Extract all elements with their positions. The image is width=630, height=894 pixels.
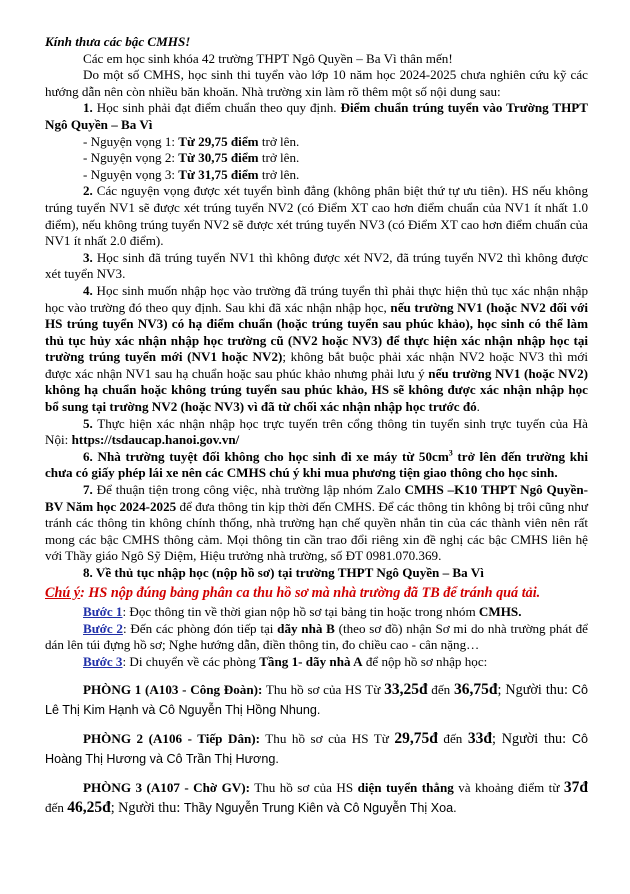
room-1-from: 33,25đ [384,680,428,698]
step-1-label: Bước 1 [83,604,123,620]
item-1-num: 1. [83,100,93,116]
room-1-mid: đến [427,681,454,697]
item-7-t2: để đưa thông tin kịp thời đến CMHS. Để các thông tin không bị trôi cũng như tránh các thông tin không chính thống, nhà trường hạn chế quyền nhắn tin của các thành viên nên rất mong các bậc CMHS thông cảm. Mọi thông tin cần trao đổi riêng xin đề nghị các bậc CMHS liên hệ với Thầy giáo Ngô Sỹ Diệm, Hiệu trưởng nhà trường, số ĐT 0981.070.369. [45,498,588,564]
step-2-b1: dãy nhà B [277,620,335,636]
item-3-text: Học sinh đã trúng tuyển NV1 thì không được xét NV2, đã trúng tuyển NV2 thì không được xét tuyển NV3. [45,249,589,282]
step-2-label: Bước 2 [83,620,123,636]
room-1-title: PHÒNG 1 (A103 - Công Đoàn): [83,681,263,697]
nv2-line [45,150,588,167]
note-label: Chú ý [45,584,81,601]
item-2-text: Các nguyện vọng được xét tuyển bình đẳng (không phân biệt thứ tự ưu tiên). HS nếu không trúng tuyển NV1 sẽ được xét trúng tuyển NV2 (có Điểm XT cao hơn điểm chuẩn của NV1 ít nhất 1.0 điểm), nếu không trúng tuyển NV2 sẽ được xét trúng tuyển NV3 (có Điểm XT cao hơn điểm chuẩn của NV1 ít nhất 2.0 điểm). [45,183,589,249]
item-7 [45,482,588,565]
note-text: : HS nộp đúng bảng phân ca thu hồ sơ mà nhà trường đã TB để tránh quá tải. [80,584,541,601]
nv3-line [45,167,588,184]
item-8 [45,565,588,582]
item-1-text-b: Điểm chuẩn trúng tuyển vào Trường THPT Ngô Quyền – Ba Vì [45,100,588,132]
item-1-text-a: Học sinh phải đạt điểm chuẩn theo quy định. [96,100,341,116]
item-7-t1: Để thuận tiện trong công việc, nhà trường lập nhóm Zalo [96,482,405,498]
step-3-t1: : Di chuyển về các phòng [122,653,260,669]
room-2-people: Cô Hoàng Thị Hương và Cô Trần Thị Hương. [45,731,588,766]
nv2-value: Từ 30,75 điểm [178,150,259,166]
item-5 [45,416,588,449]
room-3-t1: Thu hồ sơ của HS [249,779,358,795]
step-1-t1: : Đọc thông tin về thời gian nộp hồ sơ tại bảng tin hoặc trong nhóm [122,604,479,620]
nv3-suffix: trở lên. [258,166,300,182]
room-2-to: 33đ [467,729,492,747]
greeting-text: Kính thưa các bậc CMHS! [45,34,191,49]
room-2-mid: đến [437,730,468,746]
item-8-num: 8. [83,565,93,580]
zalo-group-name: CMHS –K10 THPT Ngô Quyền-BV Năm học 2024-2025 [45,482,588,514]
greeting [45,34,588,51]
room-3-people: Thầy Nguyễn Trung Kiên và Cô Nguyễn Thị Xoa. [183,800,457,815]
room-2-t2: ; Người thu: [492,730,572,747]
nv1-label: - Nguyện vọng 1: [83,133,179,149]
item-6-text-b: trở lên đến trường khi chưa có giấy phép lái xe nên các CMHS chú ý khi mua phương tiện giao thông cho học sinh. [45,448,588,481]
welcome-text: Các em học sinh khóa 42 trường THPT Ngô Quyền – Ba Vì thân mến! [83,50,453,66]
step-1-b1: CMHS. [478,604,522,620]
step-3-t2: để nộp hồ sơ nhập học: [362,653,488,669]
item-6 [45,449,588,482]
item-3 [45,250,588,283]
step-3-b1: Tầng 1- dãy nhà A [259,653,363,669]
item-5-text: Thực hiện xác nhận nhập học trực tuyến trên cổng thông tin tuyển sinh trực tuyến của Hà Nội: [45,415,588,448]
room-3-direct: diện tuyển thẳng [357,779,454,795]
welcome [45,51,588,68]
room-1 [45,680,588,720]
room-1-people: Cô Lê Thị Kim Hạnh và Cô Nguyễn Thị Hồng Nhung. [45,682,588,717]
room-2-t1: Thu hồ sơ của HS Từ [260,730,395,746]
room-3-mid: đến [45,799,68,815]
item-4-t2: ; không bắt buộc phải xác nhận NV2 hoặc NV3 thì mới được xác nhận NV1 sau hạ chuẩn hoặc sau phúc khảo nhưng phải lưu ý [45,349,588,381]
step-3-label: Bước 3 [83,653,123,669]
nv1-suffix: trở lên. [258,133,300,149]
note [45,585,588,602]
step-2-t2: (theo sơ đồ) nhận Sơ mi do nhà trường phát để dán lên túi đựng hồ sơ; Nghe hướng dẫn, điền thông tin, đo chiều cao - cân nặng… [45,620,588,653]
room-3-t2: ; Người thu: [110,799,184,816]
room-1-t1: Thu hồ sơ của HS Từ [262,681,385,697]
item-4 [45,283,588,416]
item-2-num: 2. [83,183,93,199]
step-1 [45,604,588,621]
room-1-t2: ; Người thu: [497,681,572,698]
nv1-value: Từ 29,75 điểm [178,133,259,149]
admission-portal-link[interactable]: https://tsdaucap.hanoi.gov.vn/ [71,432,240,448]
room-2 [45,729,588,769]
room-2-title: PHÒNG 2 (A106 - Tiếp Dân): [83,730,260,746]
room-3-to: 46,25đ [67,798,111,816]
room-3 [45,778,588,818]
intro-text: Do một số CMHS, học sinh thi tuyển vào lớp 10 năm học 2024-2025 chưa nghiên cứu kỹ các hướng dẫn nên còn nhiều băn khoăn. Nhà trường xin làm rõ thêm một số nội dung sau: [45,67,588,99]
item-2 [45,183,588,249]
nv2-suffix: trở lên. [258,150,300,166]
item-5-num: 5. [83,415,93,431]
item-4-t3: . [476,399,480,415]
step-2-t1: : Đến các phòng đón tiếp tại [122,620,278,636]
nv2-label: - Nguyện vọng 2: [83,150,179,166]
item-4-b2: nếu trường NV1 (hoặc NV2) không hạ chuẩn hoặc không trúng tuyển sau phúc khảo, HS sẽ không được xác nhận nhập học bổ sung tại trường NV2 (hoặc NV3) vì đã từ chối xác nhận nhập học trước đó [45,365,588,415]
item-6-sup: 3 [448,448,453,458]
room-2-from: 29,75đ [394,729,438,747]
item-6-text-a: Nhà trường tuyệt đối không cho học sinh đi xe máy từ 50cm [97,448,449,464]
room-3-title: PHÒNG 3 (A107 - Chờ GV): [83,779,250,795]
nv1-line [45,134,588,151]
item-4-num: 4. [83,282,93,298]
item-6-num: 6. [83,448,93,464]
item-4-b1: nếu trường NV1 (hoặc NV2 đối với HS trúng tuyển NV3) có hạ điểm chuẩn (hoặc trúng tuyển sau phúc khảo), học sinh có thể làm thủ tục hủy xác nhận nhập học trường cũ (NV2 hoặc NV3) để thực hiện xác nhận nhập học tại trường trúng tuyển mới (NV1 hoặc NV2) [45,299,588,365]
nv3-value: Từ 31,75 điểm [178,166,259,182]
room-3-from: 37đ [563,778,588,796]
nv3-label: - Nguyện vọng 3: [83,166,179,182]
room-3-t1b: và khoảng điểm từ [453,779,564,795]
step-2 [45,621,588,654]
item-7-num: 7. [83,482,93,498]
notice-document [45,34,588,818]
step-3 [45,654,588,671]
item-1 [45,100,588,133]
room-1-to: 36,75đ [453,680,498,698]
item-3-num: 3. [83,249,93,265]
intro [45,67,588,100]
item-4-t1: Học sinh muốn nhập học vào trường đã trúng tuyển thì phải thực hiện thủ tục xác nhận nhập học vào trường đó theo quy định. Sau khi đã xác nhận nhập học, [45,282,588,315]
item-8-text: Về thủ tục nhập học (nộp hồ sơ) tại trường THPT Ngô Quyền – Ba Vì [95,565,484,580]
